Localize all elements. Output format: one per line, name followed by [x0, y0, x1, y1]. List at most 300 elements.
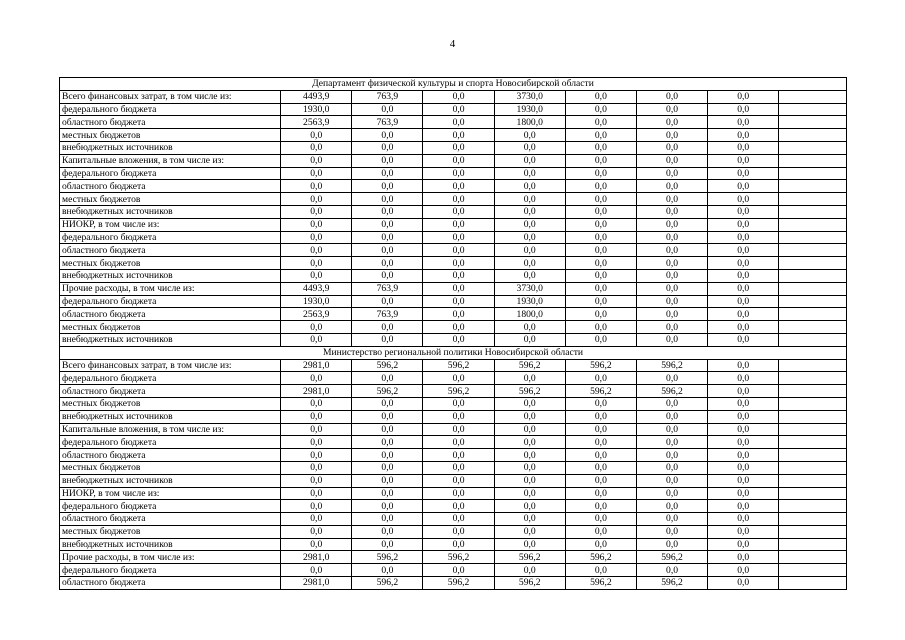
- row-label: Капитальные вложения, в том числе из:: [60, 423, 281, 436]
- row-label: областного бюджета: [60, 449, 281, 462]
- row-label: областного бюджета: [60, 513, 281, 526]
- table-row: [60, 410, 847, 423]
- value-cell: 0,0: [281, 257, 352, 270]
- value-cell: 0,0: [708, 321, 779, 334]
- value-cell: 1930,0: [281, 295, 352, 308]
- value-cell: 0,0: [708, 295, 779, 308]
- row-label: федерального бюджета: [60, 295, 281, 308]
- value-cell: 0,0: [423, 205, 494, 218]
- value-cell: 0,0: [636, 308, 707, 321]
- value-cell: 0,0: [636, 397, 707, 410]
- value-cell: 0,0: [423, 397, 494, 410]
- empty-cell: [779, 500, 847, 513]
- value-cell: 0,0: [708, 154, 779, 167]
- value-cell: 0,0: [636, 513, 707, 526]
- empty-cell: [779, 193, 847, 206]
- value-cell: 0,0: [352, 321, 423, 334]
- value-cell: 0,0: [423, 154, 494, 167]
- row-label: местных бюджетов: [60, 257, 281, 270]
- value-cell: 0,0: [565, 461, 636, 474]
- value-cell: 0,0: [281, 525, 352, 538]
- value-cell: 0,0: [636, 321, 707, 334]
- empty-cell: [779, 436, 847, 449]
- value-cell: 0,0: [708, 359, 779, 372]
- table-row: [60, 167, 847, 180]
- value-cell: 4493,9: [281, 282, 352, 295]
- value-cell: 0,0: [281, 461, 352, 474]
- value-cell: 0,0: [494, 410, 565, 423]
- section-title: Департамент физической культуры и спорта Новосибирской области: [60, 78, 847, 91]
- value-cell: 1930,0: [494, 295, 565, 308]
- value-cell: 596,2: [352, 385, 423, 398]
- value-cell: 0,0: [281, 397, 352, 410]
- value-cell: 0,0: [565, 487, 636, 500]
- value-cell: 0,0: [281, 205, 352, 218]
- value-cell: 0,0: [281, 129, 352, 142]
- value-cell: 0,0: [565, 295, 636, 308]
- table-row: [60, 423, 847, 436]
- empty-cell: [779, 205, 847, 218]
- value-cell: 0,0: [494, 372, 565, 385]
- value-cell: 0,0: [494, 257, 565, 270]
- value-cell: 0,0: [708, 385, 779, 398]
- value-cell: 0,0: [423, 423, 494, 436]
- row-label: областного бюджета: [60, 244, 281, 257]
- value-cell: 0,0: [423, 244, 494, 257]
- value-cell: 0,0: [636, 244, 707, 257]
- empty-cell: [779, 461, 847, 474]
- value-cell: 0,0: [352, 103, 423, 116]
- value-cell: 0,0: [636, 231, 707, 244]
- value-cell: 2981,0: [281, 577, 352, 590]
- row-label: областного бюджета: [60, 308, 281, 321]
- row-label: внебюджетных источников: [60, 410, 281, 423]
- value-cell: 0,0: [423, 116, 494, 129]
- value-cell: 0,0: [281, 167, 352, 180]
- row-label: Прочие расходы, в том числе из:: [60, 551, 281, 564]
- value-cell: 596,2: [352, 577, 423, 590]
- value-cell: 0,0: [708, 180, 779, 193]
- value-cell: 3730,0: [494, 90, 565, 103]
- row-label: местных бюджетов: [60, 461, 281, 474]
- empty-cell: [779, 180, 847, 193]
- value-cell: 596,2: [636, 577, 707, 590]
- value-cell: 596,2: [352, 359, 423, 372]
- value-cell: 0,0: [708, 538, 779, 551]
- value-cell: 3730,0: [494, 282, 565, 295]
- value-cell: 0,0: [423, 487, 494, 500]
- value-cell: 0,0: [708, 449, 779, 462]
- value-cell: 0,0: [565, 269, 636, 282]
- value-cell: 596,2: [565, 577, 636, 590]
- value-cell: 0,0: [494, 513, 565, 526]
- value-cell: 0,0: [636, 167, 707, 180]
- value-cell: 0,0: [565, 282, 636, 295]
- empty-cell: [779, 577, 847, 590]
- value-cell: 0,0: [636, 500, 707, 513]
- value-cell: 0,0: [423, 193, 494, 206]
- value-cell: 0,0: [708, 193, 779, 206]
- table-row: [60, 141, 847, 154]
- value-cell: 0,0: [352, 436, 423, 449]
- value-cell: 596,2: [494, 577, 565, 590]
- value-cell: 0,0: [636, 257, 707, 270]
- value-cell: 0,0: [494, 269, 565, 282]
- table-row: [60, 525, 847, 538]
- value-cell: 0,0: [494, 474, 565, 487]
- value-cell: 763,9: [352, 308, 423, 321]
- value-cell: 0,0: [281, 269, 352, 282]
- row-label: НИОКР, в том числе из:: [60, 218, 281, 231]
- value-cell: 0,0: [494, 244, 565, 257]
- empty-cell: [779, 321, 847, 334]
- value-cell: 0,0: [708, 551, 779, 564]
- table-row: [60, 487, 847, 500]
- table-row: [60, 474, 847, 487]
- empty-cell: [779, 129, 847, 142]
- value-cell: 0,0: [423, 474, 494, 487]
- value-cell: 0,0: [565, 193, 636, 206]
- value-cell: 0,0: [281, 423, 352, 436]
- empty-cell: [779, 449, 847, 462]
- value-cell: 0,0: [352, 449, 423, 462]
- value-cell: 0,0: [352, 525, 423, 538]
- value-cell: 0,0: [494, 564, 565, 577]
- row-label: областного бюджета: [60, 180, 281, 193]
- value-cell: 0,0: [565, 244, 636, 257]
- value-cell: 0,0: [708, 282, 779, 295]
- value-cell: 0,0: [423, 410, 494, 423]
- value-cell: 0,0: [352, 461, 423, 474]
- value-cell: 0,0: [565, 205, 636, 218]
- value-cell: 596,2: [565, 359, 636, 372]
- row-label: Всего финансовых затрат, в том числе из:: [60, 359, 281, 372]
- value-cell: 0,0: [423, 295, 494, 308]
- value-cell: 0,0: [352, 257, 423, 270]
- value-cell: 0,0: [423, 321, 494, 334]
- value-cell: 0,0: [636, 295, 707, 308]
- value-cell: 0,0: [565, 90, 636, 103]
- value-cell: 4493,9: [281, 90, 352, 103]
- budget-table: [59, 77, 847, 590]
- value-cell: 0,0: [708, 167, 779, 180]
- empty-cell: [779, 141, 847, 154]
- table-row: [60, 397, 847, 410]
- value-cell: 0,0: [565, 500, 636, 513]
- value-cell: 0,0: [708, 333, 779, 346]
- value-cell: 0,0: [494, 167, 565, 180]
- value-cell: 0,0: [423, 269, 494, 282]
- table-row: [60, 385, 847, 398]
- row-label: Прочие расходы, в том числе из:: [60, 282, 281, 295]
- value-cell: 596,2: [494, 385, 565, 398]
- value-cell: 0,0: [352, 564, 423, 577]
- table-row: [60, 103, 847, 116]
- empty-cell: [779, 423, 847, 436]
- value-cell: 0,0: [636, 205, 707, 218]
- row-label: внебюджетных источников: [60, 333, 281, 346]
- value-cell: 0,0: [636, 538, 707, 551]
- value-cell: 0,0: [423, 218, 494, 231]
- empty-cell: [779, 397, 847, 410]
- value-cell: 0,0: [565, 513, 636, 526]
- value-cell: 0,0: [708, 205, 779, 218]
- value-cell: 0,0: [636, 218, 707, 231]
- value-cell: 0,0: [352, 487, 423, 500]
- value-cell: 0,0: [708, 513, 779, 526]
- table-row: [60, 461, 847, 474]
- value-cell: 0,0: [636, 474, 707, 487]
- value-cell: 0,0: [565, 116, 636, 129]
- value-cell: 0,0: [636, 90, 707, 103]
- value-cell: 0,0: [494, 500, 565, 513]
- value-cell: 0,0: [708, 141, 779, 154]
- value-cell: 596,2: [494, 551, 565, 564]
- value-cell: 0,0: [636, 461, 707, 474]
- value-cell: 2563,9: [281, 116, 352, 129]
- value-cell: 0,0: [281, 372, 352, 385]
- row-label: федерального бюджета: [60, 231, 281, 244]
- value-cell: 0,0: [636, 525, 707, 538]
- value-cell: 0,0: [281, 244, 352, 257]
- empty-cell: [779, 513, 847, 526]
- row-label: федерального бюджета: [60, 372, 281, 385]
- table-row: [60, 116, 847, 129]
- value-cell: 0,0: [352, 295, 423, 308]
- value-cell: 0,0: [423, 461, 494, 474]
- empty-cell: [779, 154, 847, 167]
- value-cell: 0,0: [494, 436, 565, 449]
- value-cell: 0,0: [565, 129, 636, 142]
- value-cell: 0,0: [352, 538, 423, 551]
- value-cell: 1800,0: [494, 116, 565, 129]
- value-cell: 0,0: [352, 180, 423, 193]
- empty-cell: [779, 116, 847, 129]
- value-cell: 0,0: [565, 449, 636, 462]
- table-row: [60, 500, 847, 513]
- value-cell: 0,0: [281, 487, 352, 500]
- value-cell: 0,0: [281, 500, 352, 513]
- value-cell: 0,0: [708, 423, 779, 436]
- table-row: [60, 257, 847, 270]
- value-cell: 0,0: [281, 538, 352, 551]
- value-cell: 0,0: [565, 257, 636, 270]
- value-cell: 596,2: [423, 359, 494, 372]
- value-cell: 0,0: [281, 474, 352, 487]
- value-cell: 0,0: [636, 282, 707, 295]
- empty-cell: [779, 551, 847, 564]
- value-cell: 0,0: [281, 218, 352, 231]
- value-cell: 0,0: [708, 257, 779, 270]
- empty-cell: [779, 372, 847, 385]
- value-cell: 0,0: [494, 154, 565, 167]
- value-cell: 0,0: [281, 154, 352, 167]
- row-label: местных бюджетов: [60, 397, 281, 410]
- value-cell: 0,0: [352, 154, 423, 167]
- row-label: федерального бюджета: [60, 436, 281, 449]
- table-row: [60, 321, 847, 334]
- value-cell: 596,2: [352, 551, 423, 564]
- value-cell: 0,0: [565, 308, 636, 321]
- value-cell: 0,0: [636, 423, 707, 436]
- row-label: местных бюджетов: [60, 193, 281, 206]
- value-cell: 0,0: [494, 321, 565, 334]
- value-cell: 0,0: [494, 193, 565, 206]
- value-cell: 0,0: [708, 269, 779, 282]
- value-cell: 0,0: [708, 129, 779, 142]
- empty-cell: [779, 244, 847, 257]
- value-cell: 0,0: [494, 525, 565, 538]
- value-cell: 0,0: [281, 141, 352, 154]
- value-cell: 0,0: [708, 577, 779, 590]
- value-cell: 0,0: [636, 487, 707, 500]
- value-cell: 0,0: [281, 513, 352, 526]
- row-label: внебюджетных источников: [60, 269, 281, 282]
- section-header-row: [60, 78, 847, 91]
- value-cell: 0,0: [565, 167, 636, 180]
- value-cell: 0,0: [494, 231, 565, 244]
- value-cell: 0,0: [494, 141, 565, 154]
- value-cell: 0,0: [423, 231, 494, 244]
- value-cell: 0,0: [281, 564, 352, 577]
- value-cell: 0,0: [708, 116, 779, 129]
- value-cell: 596,2: [423, 385, 494, 398]
- row-label: федерального бюджета: [60, 103, 281, 116]
- value-cell: 2981,0: [281, 359, 352, 372]
- value-cell: 0,0: [423, 564, 494, 577]
- table-row: [60, 577, 847, 590]
- value-cell: 0,0: [494, 423, 565, 436]
- empty-cell: [779, 538, 847, 551]
- value-cell: 0,0: [423, 500, 494, 513]
- table-row: [60, 295, 847, 308]
- value-cell: 0,0: [281, 180, 352, 193]
- value-cell: 0,0: [708, 244, 779, 257]
- row-label: федерального бюджета: [60, 500, 281, 513]
- row-label: Всего финансовых затрат, в том числе из:: [60, 90, 281, 103]
- empty-cell: [779, 359, 847, 372]
- table-row: [60, 129, 847, 142]
- table-body: [60, 78, 847, 590]
- value-cell: 0,0: [636, 449, 707, 462]
- value-cell: 596,2: [494, 359, 565, 372]
- empty-cell: [779, 218, 847, 231]
- value-cell: 0,0: [636, 372, 707, 385]
- value-cell: 0,0: [494, 487, 565, 500]
- value-cell: 0,0: [565, 372, 636, 385]
- value-cell: 0,0: [708, 372, 779, 385]
- value-cell: 0,0: [352, 167, 423, 180]
- value-cell: 763,9: [352, 116, 423, 129]
- value-cell: 0,0: [565, 141, 636, 154]
- value-cell: 0,0: [565, 436, 636, 449]
- value-cell: 0,0: [494, 180, 565, 193]
- value-cell: 763,9: [352, 282, 423, 295]
- table-row: [60, 193, 847, 206]
- row-label: областного бюджета: [60, 116, 281, 129]
- table-row: [60, 359, 847, 372]
- table-row: [60, 244, 847, 257]
- empty-cell: [779, 167, 847, 180]
- value-cell: 0,0: [352, 474, 423, 487]
- value-cell: 0,0: [494, 538, 565, 551]
- empty-cell: [779, 564, 847, 577]
- value-cell: 0,0: [565, 180, 636, 193]
- empty-cell: [779, 308, 847, 321]
- row-label: федерального бюджета: [60, 564, 281, 577]
- value-cell: 2563,9: [281, 308, 352, 321]
- value-cell: 1930,0: [494, 103, 565, 116]
- table-row: [60, 513, 847, 526]
- empty-cell: [779, 231, 847, 244]
- value-cell: 0,0: [708, 461, 779, 474]
- value-cell: 0,0: [423, 90, 494, 103]
- value-cell: 0,0: [423, 103, 494, 116]
- value-cell: 0,0: [352, 500, 423, 513]
- empty-cell: [779, 410, 847, 423]
- value-cell: 0,0: [636, 269, 707, 282]
- empty-cell: [779, 103, 847, 116]
- value-cell: 0,0: [565, 525, 636, 538]
- value-cell: 0,0: [281, 333, 352, 346]
- value-cell: 0,0: [281, 231, 352, 244]
- value-cell: 2981,0: [281, 385, 352, 398]
- value-cell: 0,0: [352, 269, 423, 282]
- row-label: местных бюджетов: [60, 525, 281, 538]
- section-title: Министерство региональной политики Новосибирской области: [60, 346, 847, 359]
- row-label: областного бюджета: [60, 577, 281, 590]
- value-cell: 0,0: [636, 103, 707, 116]
- table-row: [60, 231, 847, 244]
- value-cell: 0,0: [352, 333, 423, 346]
- table-row: [60, 449, 847, 462]
- empty-cell: [779, 385, 847, 398]
- value-cell: 0,0: [352, 193, 423, 206]
- value-cell: 0,0: [352, 513, 423, 526]
- value-cell: 0,0: [708, 564, 779, 577]
- table-row: [60, 218, 847, 231]
- value-cell: 0,0: [423, 282, 494, 295]
- value-cell: 596,2: [636, 551, 707, 564]
- value-cell: 0,0: [565, 423, 636, 436]
- value-cell: 0,0: [565, 538, 636, 551]
- value-cell: 0,0: [565, 333, 636, 346]
- value-cell: 0,0: [423, 180, 494, 193]
- value-cell: 1800,0: [494, 308, 565, 321]
- value-cell: 0,0: [352, 423, 423, 436]
- value-cell: 0,0: [636, 180, 707, 193]
- value-cell: 0,0: [565, 321, 636, 334]
- value-cell: 0,0: [423, 333, 494, 346]
- table-row: [60, 308, 847, 321]
- empty-cell: [779, 257, 847, 270]
- value-cell: 0,0: [423, 436, 494, 449]
- value-cell: 0,0: [352, 129, 423, 142]
- value-cell: 0,0: [708, 500, 779, 513]
- value-cell: 0,0: [636, 410, 707, 423]
- value-cell: 0,0: [636, 436, 707, 449]
- row-label: областного бюджета: [60, 385, 281, 398]
- value-cell: 0,0: [494, 461, 565, 474]
- value-cell: 0,0: [352, 397, 423, 410]
- value-cell: 0,0: [423, 525, 494, 538]
- value-cell: 0,0: [708, 436, 779, 449]
- value-cell: 0,0: [636, 116, 707, 129]
- value-cell: 0,0: [708, 231, 779, 244]
- value-cell: 2981,0: [281, 551, 352, 564]
- value-cell: 596,2: [565, 551, 636, 564]
- value-cell: 0,0: [565, 231, 636, 244]
